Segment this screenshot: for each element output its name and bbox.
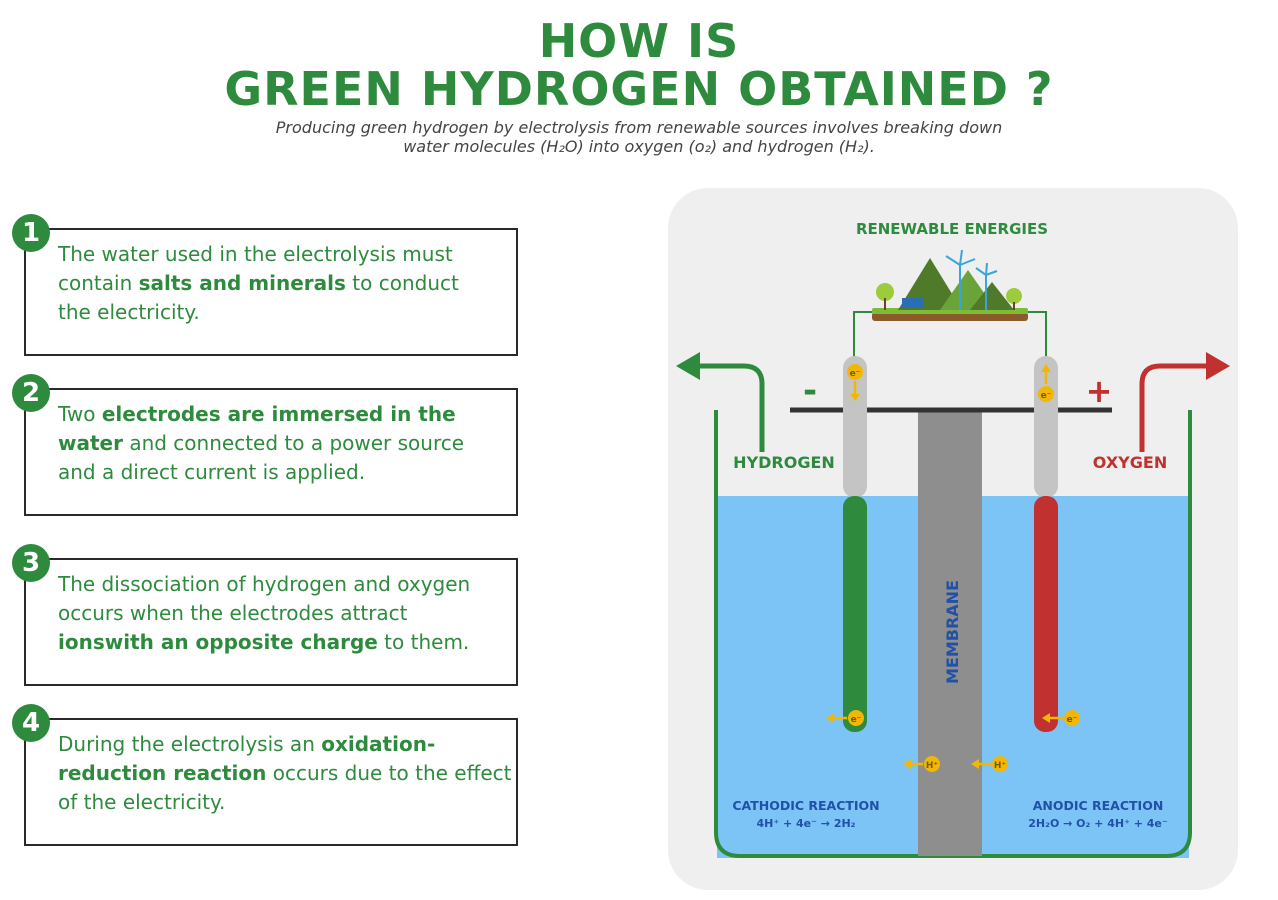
hydrogen-label: HYDROGEN [733, 453, 835, 472]
cathodic-reaction-title: CATHODIC REACTION [732, 798, 880, 813]
anodic-reaction-title: ANODIC REACTION [1032, 798, 1164, 813]
oxygen-label: OXYGEN [1092, 453, 1168, 472]
minus-sign: - [802, 371, 818, 411]
step-text-bold: oxidation-reduction reaction [58, 732, 436, 785]
subtitle-line-2: water molecules (H₂O) into oxygen (o₂) and hydrogen (H₂). [403, 137, 875, 156]
hydrogen-arrow [700, 366, 762, 452]
anode-electrode [1034, 496, 1058, 732]
svg-text:e⁻: e⁻ [850, 715, 862, 725]
svg-text:e⁻: e⁻ [1040, 391, 1052, 401]
step-text-part: The dissociation of hydrogen and oxygen occurs when the electrodes attract [58, 572, 471, 625]
step-text-part: and connected to a power source and a direct current is applied. [58, 431, 465, 484]
svg-text:e⁻: e⁻ [1066, 715, 1078, 725]
right-wire [1028, 312, 1046, 358]
cathode-electrode [843, 496, 867, 732]
step-text-part: During the electrolysis an [58, 732, 322, 756]
step-text-bold: electrodes are immersed in the water [58, 402, 456, 455]
step-text-part: Two [58, 402, 102, 426]
hydrogen-arrow-head [676, 352, 700, 380]
cathodic-reaction-equation: 4H⁺ + 4e⁻ → 2H₂ [756, 817, 856, 830]
step-text-bold: salts and minerals [138, 271, 346, 295]
oxygen-arrow [1142, 366, 1206, 452]
step-4-number: 4 [12, 704, 50, 742]
step-3-number: 3 [12, 544, 50, 582]
step-1-number: 1 [12, 214, 50, 252]
renewable-landscape-icon [872, 250, 1028, 321]
left-wire [854, 312, 872, 358]
step-text-part: to conduct the electricity. [58, 271, 459, 324]
svg-text:H⁺: H⁺ [993, 761, 1007, 771]
title-line-2: GREEN HYDROGEN OBTAINED ? [224, 62, 1054, 116]
title-line-1: HOW IS [538, 14, 740, 68]
oxygen-arrow-head [1206, 352, 1230, 380]
step-text-bold: ionswith an opposite charge [58, 630, 378, 654]
membrane-label: MEMBRANE [943, 580, 962, 684]
step-2-number: 2 [12, 374, 50, 412]
renewable-energies-label: RENEWABLE ENERGIES [855, 220, 1049, 238]
step-text-part: occurs due to the effect of the electricity. [58, 761, 512, 814]
svg-text:e⁻: e⁻ [849, 369, 861, 379]
step-text-part: The water used in the electrolysis must contain [58, 242, 453, 295]
svg-text:H⁺: H⁺ [925, 761, 939, 771]
anodic-reaction-equation: 2H₂O → O₂ + 4H⁺ + 4e⁻ [1028, 817, 1168, 830]
step-text-part: to them. [377, 630, 470, 654]
subtitle-line-1: Producing green hydrogen by electrolysis from renewable sources involves breaking down [275, 118, 1003, 137]
plus-sign: + [1085, 372, 1113, 410]
